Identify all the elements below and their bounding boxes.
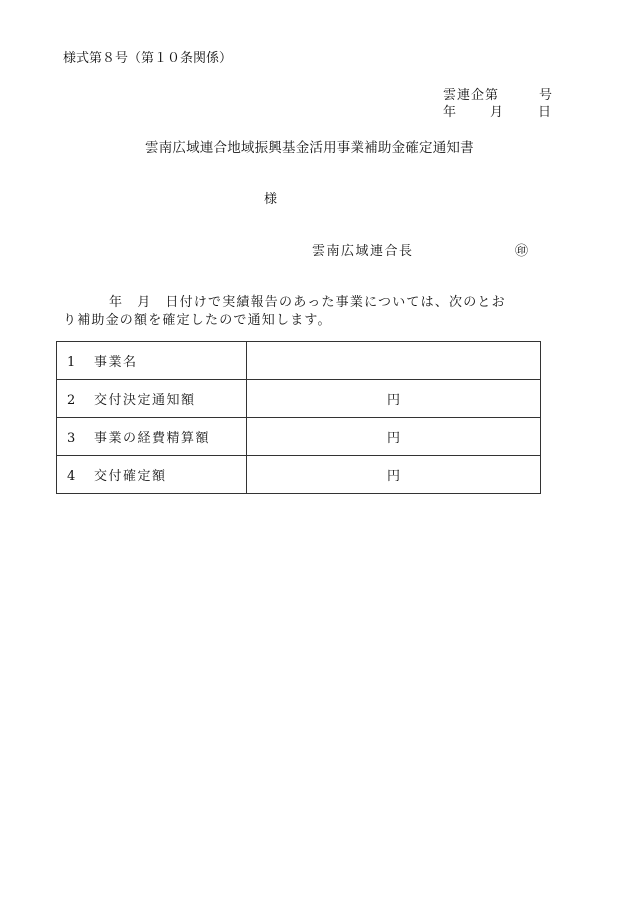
row-number: 3	[67, 431, 76, 446]
form-number: 様式第８号（第１０条関係）	[63, 51, 233, 66]
row-value: 円	[247, 456, 541, 494]
row-label	[57, 418, 247, 456]
table-row	[57, 418, 541, 456]
row-number: 1	[67, 355, 76, 370]
row-label-text: 事業名	[94, 355, 138, 370]
row-label-text: 交付決定通知額	[94, 393, 196, 408]
row-value: 円	[247, 418, 541, 456]
row-value: 円	[247, 380, 541, 418]
issue-date	[443, 101, 551, 120]
row-number: 4	[67, 469, 76, 484]
body-text-line-1	[63, 291, 506, 310]
row-label	[57, 342, 247, 380]
row-value	[247, 342, 541, 380]
body-year: 年	[109, 295, 124, 310]
issuer-name: 雲南広域連合長	[312, 244, 414, 259]
table-row	[57, 456, 541, 494]
date-year: 年	[443, 105, 457, 120]
body-month: 月	[137, 295, 152, 310]
addressee: 様	[264, 192, 278, 207]
detail-table	[56, 341, 541, 494]
table-row	[57, 342, 541, 380]
date-day: 日	[538, 105, 552, 120]
date-month: 月	[490, 105, 504, 120]
row-label-text: 事業の経費精算額	[94, 431, 211, 446]
body-text-line-2: り補助金の額を確定したので通知します。	[63, 313, 332, 328]
body-rest: 日付けで実績報告のあった事業については、次のとお	[165, 295, 506, 310]
document-number-prefix: 雲連企第	[443, 88, 500, 103]
table-row	[57, 380, 541, 418]
row-label	[57, 380, 247, 418]
document-number-suffix: 号	[539, 88, 554, 103]
row-number: 2	[67, 393, 76, 408]
seal-mark: ㊞	[515, 244, 529, 259]
row-label	[57, 456, 247, 494]
document-title: 雲南広域連合地域振興基金活用事業補助金確定通知書	[145, 140, 474, 156]
row-label-text: 交付確定額	[94, 469, 167, 484]
